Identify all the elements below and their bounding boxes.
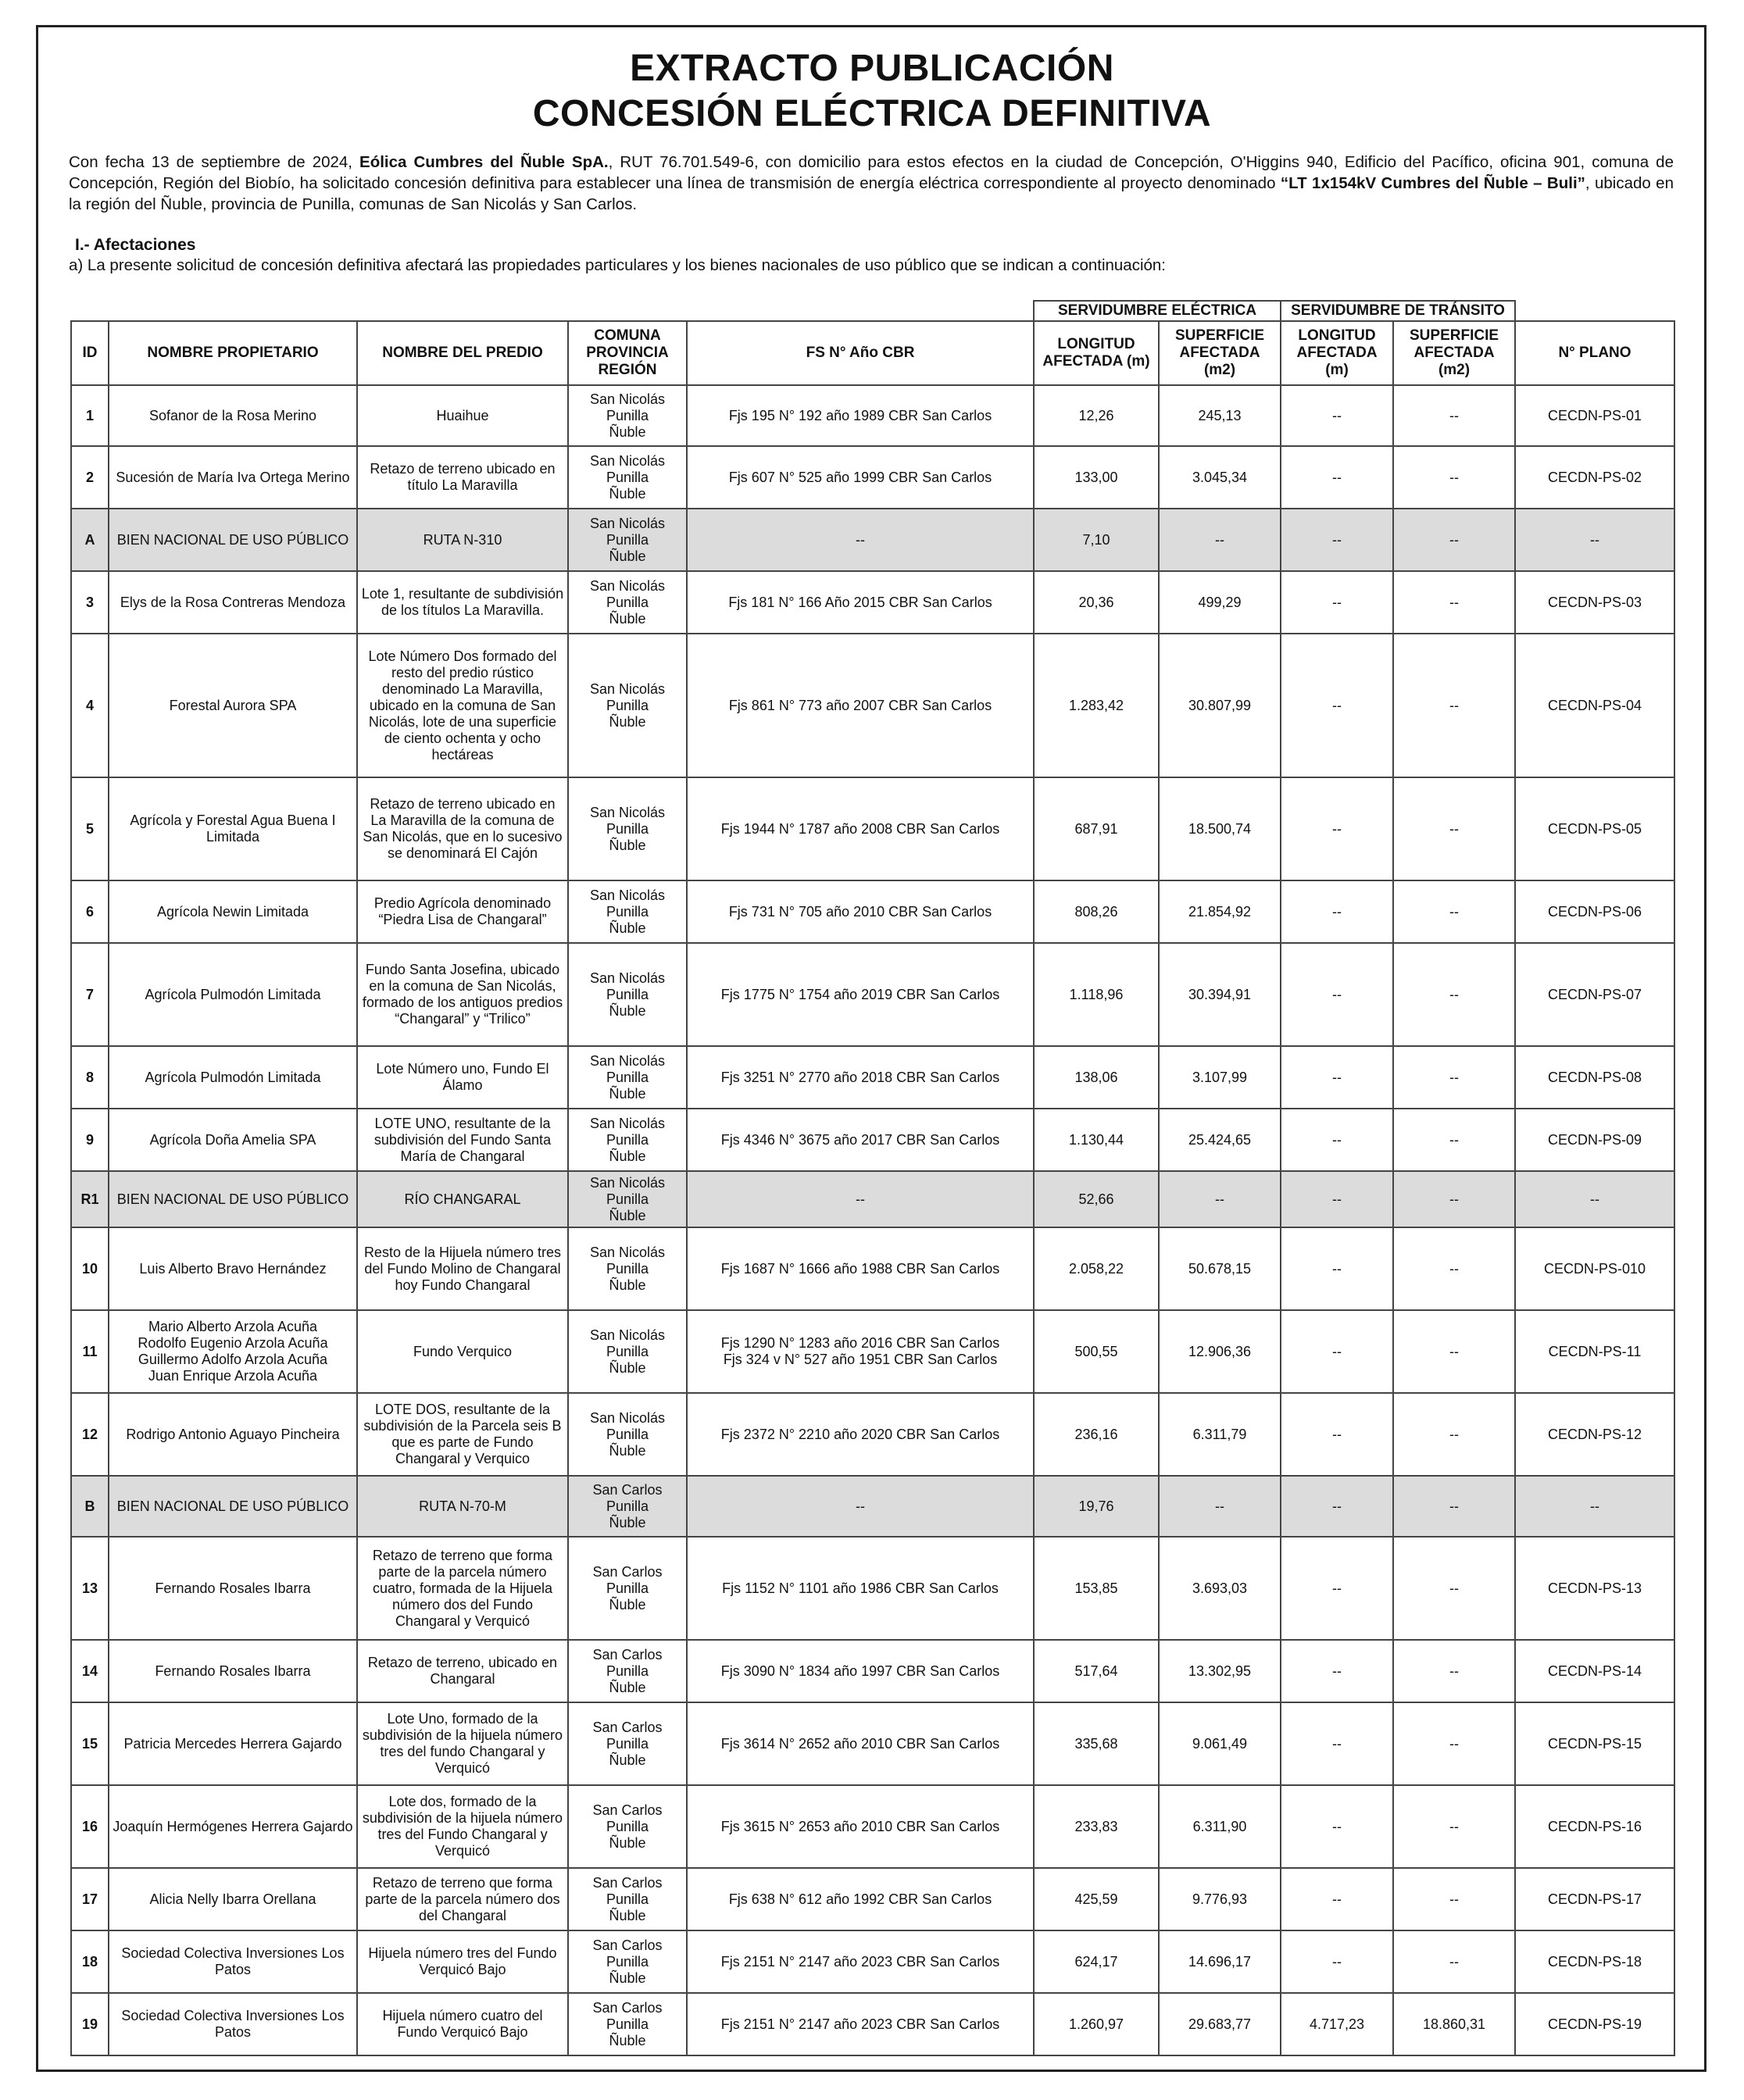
cell-comuna: San Nicolás Punilla Ñuble	[568, 571, 687, 634]
cell-predio: RUTA N-70-M	[357, 1476, 568, 1537]
cell-fs: Fjs 2151 N° 2147 año 2023 CBR San Carlos	[687, 1930, 1034, 1993]
cell-plano: CECDN-PS-14	[1515, 1640, 1674, 1702]
cell-longitud-electrica: 425,59	[1034, 1868, 1159, 1930]
cell-superficie-transito: --	[1393, 1702, 1515, 1785]
cell-owner: Agrícola Doña Amelia SPA	[109, 1109, 357, 1171]
cell-id: 12	[71, 1393, 109, 1476]
cell-owner: Elys de la Rosa Contreras Mendoza	[109, 571, 357, 634]
cell-plano: CECDN-PS-16	[1515, 1785, 1674, 1868]
cell-fs: --	[687, 1171, 1034, 1227]
cell-plano: CECDN-PS-02	[1515, 446, 1674, 509]
header-id: ID	[71, 321, 109, 385]
cell-comuna: San Carlos Punilla Ñuble	[568, 1868, 687, 1930]
cell-longitud-electrica: 1.118,96	[1034, 943, 1159, 1046]
table-row	[71, 509, 1674, 571]
cell-superficie-electrica: 9.776,93	[1159, 1868, 1281, 1930]
cell-fs: Fjs 181 N° 166 Año 2015 CBR San Carlos	[687, 571, 1034, 634]
table-row	[71, 1868, 1674, 1930]
cell-longitud-electrica: 138,06	[1034, 1046, 1159, 1109]
cell-superficie-transito: --	[1393, 509, 1515, 571]
cell-predio: Hijuela número cuatro del Fundo Verquicó Bajo	[357, 1993, 568, 2055]
cell-longitud-transito: --	[1281, 1537, 1393, 1640]
cell-superficie-transito: --	[1393, 1393, 1515, 1476]
cell-owner: Alicia Nelly Ibarra Orellana	[109, 1868, 357, 1930]
cell-superficie-electrica: --	[1159, 1171, 1281, 1227]
cell-fs: Fjs 2151 N° 2147 año 2023 CBR San Carlos	[687, 1993, 1034, 2055]
cell-id: 1	[71, 385, 109, 446]
header-predio: NOMBRE DEL PREDIO	[357, 321, 568, 385]
table-row	[71, 1930, 1674, 1993]
cell-superficie-transito: --	[1393, 1537, 1515, 1640]
header-longitud-electrica: LONGITUD AFECTADA (m)	[1034, 321, 1159, 385]
cell-owner: Rodrigo Antonio Aguayo Pincheira	[109, 1393, 357, 1476]
table-row	[71, 943, 1674, 1046]
cell-comuna: San Carlos Punilla Ñuble	[568, 1993, 687, 2055]
cell-plano: CECDN-PS-03	[1515, 571, 1674, 634]
cell-owner: Forestal Aurora SPA	[109, 634, 357, 777]
cell-superficie-transito: --	[1393, 1310, 1515, 1393]
cell-fs: Fjs 3615 N° 2653 año 2010 CBR San Carlos	[687, 1785, 1034, 1868]
cell-comuna: San Nicolás Punilla Ñuble	[568, 1171, 687, 1227]
cell-predio: RÍO CHANGARAL	[357, 1171, 568, 1227]
cell-longitud-transito: --	[1281, 777, 1393, 880]
cell-superficie-electrica: 12.906,36	[1159, 1310, 1281, 1393]
cell-plano: CECDN-PS-15	[1515, 1702, 1674, 1785]
cell-id: 14	[71, 1640, 109, 1702]
table-row	[71, 1785, 1674, 1868]
cell-superficie-transito: --	[1393, 1640, 1515, 1702]
cell-superficie-electrica: 3.045,34	[1159, 446, 1281, 509]
cell-longitud-transito: --	[1281, 1476, 1393, 1537]
cell-longitud-electrica: 687,91	[1034, 777, 1159, 880]
cell-longitud-electrica: 500,55	[1034, 1310, 1159, 1393]
cell-longitud-transito: --	[1281, 880, 1393, 943]
cell-predio: Resto de la Hijuela número tres del Fundo Molino de Changaral hoy Fundo Changaral	[357, 1227, 568, 1310]
cell-superficie-electrica: 6.311,79	[1159, 1393, 1281, 1476]
cell-fs: Fjs 1152 N° 1101 año 1986 CBR San Carlos	[687, 1537, 1034, 1640]
cell-owner: Sucesión de María Iva Ortega Merino	[109, 446, 357, 509]
cell-id: 10	[71, 1227, 109, 1310]
cell-plano: CECDN-PS-13	[1515, 1537, 1674, 1640]
cell-superficie-transito: --	[1393, 1046, 1515, 1109]
cell-superficie-transito: --	[1393, 777, 1515, 880]
cell-plano: CECDN-PS-19	[1515, 1993, 1674, 2055]
cell-plano: CECDN-PS-06	[1515, 880, 1674, 943]
table-group-header-row	[71, 301, 1674, 321]
cell-comuna: San Carlos Punilla Ñuble	[568, 1702, 687, 1785]
cell-predio: RUTA N-310	[357, 509, 568, 571]
cell-comuna: San Carlos Punilla Ñuble	[568, 1640, 687, 1702]
intro-text-3: , ubicado en la región del Ñuble, provincia de Punilla, comunas de San Nicolás y San Carlos.	[69, 174, 1674, 213]
cell-owner: Sociedad Colectiva Inversiones Los Patos	[109, 1930, 357, 1993]
cell-fs: Fjs 638 N° 612 año 1992 CBR San Carlos	[687, 1868, 1034, 1930]
table-row	[71, 1640, 1674, 1702]
cell-longitud-transito: --	[1281, 1171, 1393, 1227]
group-header-transito: SERVIDUMBRE DE TRÁNSITO	[1281, 301, 1515, 321]
cell-longitud-electrica: 335,68	[1034, 1702, 1159, 1785]
cell-fs: Fjs 861 N° 773 año 2007 CBR San Carlos	[687, 634, 1034, 777]
cell-id: 19	[71, 1993, 109, 2055]
cell-predio: Predio Agrícola denominado “Piedra Lisa de Changaral”	[357, 880, 568, 943]
cell-superficie-electrica: 29.683,77	[1159, 1993, 1281, 2055]
cell-owner: Joaquín Hermógenes Herrera Gajardo	[109, 1785, 357, 1868]
table-row	[71, 1393, 1674, 1476]
cell-longitud-transito: --	[1281, 509, 1393, 571]
cell-id: 11	[71, 1310, 109, 1393]
cell-plano: CECDN-PS-04	[1515, 634, 1674, 777]
cell-owner: BIEN NACIONAL DE USO PÚBLICO	[109, 1476, 357, 1537]
header-superficie-transito: SUPERFICIE AFECTADA (m2)	[1393, 321, 1515, 385]
cell-longitud-transito: --	[1281, 1640, 1393, 1702]
cell-superficie-transito: --	[1393, 943, 1515, 1046]
cell-longitud-electrica: 2.058,22	[1034, 1227, 1159, 1310]
cell-predio: Lote 1, resultante de subdivisión de los títulos La Maravilla.	[357, 571, 568, 634]
cell-fs: Fjs 3090 N° 1834 año 1997 CBR San Carlos	[687, 1640, 1034, 1702]
cell-owner: BIEN NACIONAL DE USO PÚBLICO	[109, 1171, 357, 1227]
cell-fs: Fjs 2372 N° 2210 año 2020 CBR San Carlos	[687, 1393, 1034, 1476]
cell-id: 18	[71, 1930, 109, 1993]
cell-owner: Patricia Mercedes Herrera Gajardo	[109, 1702, 357, 1785]
cell-predio: Lote Número Dos formado del resto del predio rústico denominado La Maravilla, ubicado en la comuna de San Nicolás, lote de una superficie de ciento ochenta y ocho hectáreas	[357, 634, 568, 777]
cell-fs: Fjs 731 N° 705 año 2010 CBR San Carlos	[687, 880, 1034, 943]
cell-predio: LOTE UNO, resultante de la subdivisión del Fundo Santa María de Changaral	[357, 1109, 568, 1171]
cell-id: 2	[71, 446, 109, 509]
cell-longitud-electrica: 20,36	[1034, 571, 1159, 634]
cell-predio: Lote Uno, formado de la subdivisión de la hijuela número tres del fundo Changaral y Verquicó	[357, 1702, 568, 1785]
cell-superficie-electrica: 21.854,92	[1159, 880, 1281, 943]
cell-predio: Lote Número uno, Fundo El Álamo	[357, 1046, 568, 1109]
cell-superficie-transito: --	[1393, 385, 1515, 446]
cell-id: 16	[71, 1785, 109, 1868]
cell-comuna: San Carlos Punilla Ñuble	[568, 1930, 687, 1993]
cell-predio: Retazo de terreno que forma parte de la parcela número dos del Changaral	[357, 1868, 568, 1930]
header-owner: NOMBRE PROPIETARIO	[109, 321, 357, 385]
cell-comuna: San Nicolás Punilla Ñuble	[568, 385, 687, 446]
page-title-line2: CONCESIÓN ELÉCTRICA DEFINITIVA	[532, 93, 1212, 134]
header-plano: N° PLANO	[1515, 321, 1674, 385]
cell-owner: BIEN NACIONAL DE USO PÚBLICO	[109, 509, 357, 571]
cell-predio: Lote dos, formado de la subdivisión de la hijuela número tres del Fundo Changaral y Verquicó	[357, 1785, 568, 1868]
table-row	[71, 880, 1674, 943]
cell-comuna: San Nicolás Punilla Ñuble	[568, 880, 687, 943]
cell-longitud-transito: --	[1281, 1109, 1393, 1171]
cell-longitud-transito: --	[1281, 1785, 1393, 1868]
cell-superficie-transito: --	[1393, 1930, 1515, 1993]
cell-fs: Fjs 195 N° 192 año 1989 CBR San Carlos	[687, 385, 1034, 446]
cell-owner: Agrícola Pulmodón Limitada	[109, 943, 357, 1046]
cell-plano: CECDN-PS-010	[1515, 1227, 1674, 1310]
cell-superficie-transito: --	[1393, 880, 1515, 943]
cell-plano: CECDN-PS-18	[1515, 1930, 1674, 1993]
cell-superficie-electrica: --	[1159, 1476, 1281, 1537]
cell-superficie-electrica: 245,13	[1159, 385, 1281, 446]
header-longitud-transito: LONGITUD AFECTADA (m)	[1281, 321, 1393, 385]
cell-longitud-electrica: 1.130,44	[1034, 1109, 1159, 1171]
section-text: a) La presente solicitud de concesión definitiva afectará las propiedades particulares y los bienes nacionales de uso público que se indican a continuación:	[69, 256, 1166, 274]
cell-id: 13	[71, 1537, 109, 1640]
cell-longitud-transito: --	[1281, 1868, 1393, 1930]
cell-predio: Retazo de terreno, ubicado en Changaral	[357, 1640, 568, 1702]
cell-fs: Fjs 607 N° 525 año 1999 CBR San Carlos	[687, 446, 1034, 509]
cell-predio: Fundo Santa Josefina, ubicado en la comuna de San Nicolás, formado de los antiguos predios “Changaral” y “Trilico”	[357, 943, 568, 1046]
cell-longitud-electrica: 7,10	[1034, 509, 1159, 571]
cell-superficie-electrica: 9.061,49	[1159, 1702, 1281, 1785]
cell-fs: Fjs 3251 N° 2770 año 2018 CBR San Carlos	[687, 1046, 1034, 1109]
cell-fs: Fjs 1775 N° 1754 año 2019 CBR San Carlos	[687, 943, 1034, 1046]
cell-predio: Fundo Verquico	[357, 1310, 568, 1393]
cell-superficie-transito: --	[1393, 1868, 1515, 1930]
cell-fs: Fjs 4346 N° 3675 año 2017 CBR San Carlos	[687, 1109, 1034, 1171]
header-fs: FS N° Año CBR	[687, 321, 1034, 385]
cell-owner: Mario Alberto Arzola Acuña Rodolfo Eugenio Arzola Acuña Guillermo Adolfo Arzola Acuña Juan Enrique Arzola Acuña	[109, 1310, 357, 1393]
cell-longitud-electrica: 236,16	[1034, 1393, 1159, 1476]
cell-predio: LOTE DOS, resultante de la subdivisión de la Parcela seis B que es parte de Fundo Changaral y Verquico	[357, 1393, 568, 1476]
cell-longitud-electrica: 624,17	[1034, 1930, 1159, 1993]
cell-longitud-transito: --	[1281, 571, 1393, 634]
cell-longitud-transito: --	[1281, 1930, 1393, 1993]
table-row	[71, 571, 1674, 634]
cell-owner: Agrícola Newin Limitada	[109, 880, 357, 943]
cell-superficie-transito: --	[1393, 1109, 1515, 1171]
cell-comuna: San Carlos Punilla Ñuble	[568, 1785, 687, 1868]
cell-longitud-transito: --	[1281, 943, 1393, 1046]
cell-comuna: San Carlos Punilla Ñuble	[568, 1537, 687, 1640]
cell-longitud-transito: 4.717,23	[1281, 1993, 1393, 2055]
cell-longitud-electrica: 233,83	[1034, 1785, 1159, 1868]
cell-comuna: San Nicolás Punilla Ñuble	[568, 1310, 687, 1393]
cell-longitud-electrica: 808,26	[1034, 880, 1159, 943]
cell-superficie-transito: --	[1393, 1476, 1515, 1537]
table-row	[71, 1702, 1674, 1785]
cell-superficie-electrica: 6.311,90	[1159, 1785, 1281, 1868]
cell-id: 9	[71, 1109, 109, 1171]
cell-fs: --	[687, 1476, 1034, 1537]
cell-superficie-transito: --	[1393, 571, 1515, 634]
cell-owner: Sociedad Colectiva Inversiones Los Patos	[109, 1993, 357, 2055]
cell-predio: Huaihue	[357, 385, 568, 446]
cell-superficie-electrica: 25.424,65	[1159, 1109, 1281, 1171]
cell-longitud-transito: --	[1281, 385, 1393, 446]
cell-longitud-electrica: 153,85	[1034, 1537, 1159, 1640]
cell-comuna: San Nicolás Punilla Ñuble	[568, 446, 687, 509]
cell-owner: Fernando Rosales Ibarra	[109, 1537, 357, 1640]
intro-paragraph	[69, 152, 1674, 215]
cell-longitud-electrica: 12,26	[1034, 385, 1159, 446]
table-row	[71, 1310, 1674, 1393]
cell-predio: Retazo de terreno ubicado en título La Maravilla	[357, 446, 568, 509]
cell-id: 4	[71, 634, 109, 777]
cell-longitud-electrica: 517,64	[1034, 1640, 1159, 1702]
affectations-table	[70, 300, 1675, 2056]
cell-plano: --	[1515, 509, 1674, 571]
table-row	[71, 1171, 1674, 1227]
cell-plano: CECDN-PS-05	[1515, 777, 1674, 880]
cell-longitud-transito: --	[1281, 1310, 1393, 1393]
section-title: I.- Afectaciones	[75, 236, 196, 254]
table-header-row	[71, 321, 1674, 385]
table-row	[71, 777, 1674, 880]
intro-text-1: Con fecha 13 de septiembre de 2024,	[69, 153, 360, 171]
cell-superficie-electrica: 30.394,91	[1159, 943, 1281, 1046]
cell-comuna: San Nicolás Punilla Ñuble	[568, 1393, 687, 1476]
cell-id: 7	[71, 943, 109, 1046]
cell-superficie-transito: --	[1393, 1227, 1515, 1310]
cell-owner: Agrícola y Forestal Agua Buena I Limitada	[109, 777, 357, 880]
table-row	[71, 385, 1674, 446]
cell-superficie-transito: --	[1393, 1171, 1515, 1227]
table-row	[71, 634, 1674, 777]
cell-plano: CECDN-PS-12	[1515, 1393, 1674, 1476]
cell-comuna: San Nicolás Punilla Ñuble	[568, 1227, 687, 1310]
cell-longitud-electrica: 52,66	[1034, 1171, 1159, 1227]
cell-plano: CECDN-PS-08	[1515, 1046, 1674, 1109]
cell-fs: --	[687, 509, 1034, 571]
cell-superficie-electrica: 14.696,17	[1159, 1930, 1281, 1993]
cell-plano: CECDN-PS-09	[1515, 1109, 1674, 1171]
cell-longitud-transito: --	[1281, 1227, 1393, 1310]
cell-plano: CECDN-PS-01	[1515, 385, 1674, 446]
cell-id: 3	[71, 571, 109, 634]
cell-comuna: San Carlos Punilla Ñuble	[568, 1476, 687, 1537]
cell-superficie-electrica: 18.500,74	[1159, 777, 1281, 880]
cell-superficie-electrica: 3.693,03	[1159, 1537, 1281, 1640]
table-row	[71, 446, 1674, 509]
cell-fs: Fjs 3614 N° 2652 año 2010 CBR San Carlos	[687, 1702, 1034, 1785]
cell-plano: --	[1515, 1476, 1674, 1537]
cell-comuna: San Nicolás Punilla Ñuble	[568, 943, 687, 1046]
cell-plano: CECDN-PS-17	[1515, 1868, 1674, 1930]
cell-longitud-transito: --	[1281, 1702, 1393, 1785]
cell-id: A	[71, 509, 109, 571]
cell-superficie-transito: --	[1393, 634, 1515, 777]
cell-longitud-electrica: 133,00	[1034, 446, 1159, 509]
company-name: Eólica Cumbres del Ñuble SpA.	[359, 153, 609, 171]
cell-id: R1	[71, 1171, 109, 1227]
cell-predio: Retazo de terreno ubicado en La Maravilla de la comuna de San Nicolás, que en lo sucesivo se denominará El Cajón	[357, 777, 568, 880]
cell-longitud-transito: --	[1281, 1393, 1393, 1476]
cell-superficie-electrica: --	[1159, 509, 1281, 571]
cell-superficie-electrica: 13.302,95	[1159, 1640, 1281, 1702]
table-row	[71, 1227, 1674, 1310]
cell-id: 5	[71, 777, 109, 880]
group-header-electrica: SERVIDUMBRE ELÉCTRICA	[1034, 301, 1281, 321]
cell-superficie-transito: 18.860,31	[1393, 1993, 1515, 2055]
cell-comuna: San Nicolás Punilla Ñuble	[568, 777, 687, 880]
cell-predio: Retazo de terreno que forma parte de la parcela número cuatro, formada de la Hijuela número dos del Fundo Changaral y Verquicó	[357, 1537, 568, 1640]
cell-plano: CECDN-PS-11	[1515, 1310, 1674, 1393]
cell-superficie-transito: --	[1393, 446, 1515, 509]
table-row	[71, 1993, 1674, 2055]
cell-longitud-transito: --	[1281, 1046, 1393, 1109]
cell-id: 17	[71, 1868, 109, 1930]
table-body	[71, 385, 1674, 2055]
cell-fs: Fjs 1944 N° 1787 año 2008 CBR San Carlos	[687, 777, 1034, 880]
cell-fs: Fjs 1687 N° 1666 año 1988 CBR San Carlos	[687, 1227, 1034, 1310]
cell-plano: --	[1515, 1171, 1674, 1227]
cell-owner: Luis Alberto Bravo Hernández	[109, 1227, 357, 1310]
cell-id: 6	[71, 880, 109, 943]
table-row	[71, 1476, 1674, 1537]
header-comuna: COMUNA PROVINCIA REGIÓN	[568, 321, 687, 385]
cell-plano: CECDN-PS-07	[1515, 943, 1674, 1046]
header-superficie-electrica: SUPERFICIE AFECTADA (m2)	[1159, 321, 1281, 385]
project-name: “LT 1x154kV Cumbres del Ñuble – Buli”	[1280, 174, 1585, 192]
cell-fs: Fjs 1290 N° 1283 año 2016 CBR San Carlos Fjs 324 v N° 527 año 1951 CBR San Carlos	[687, 1310, 1034, 1393]
table-row	[71, 1537, 1674, 1640]
cell-longitud-transito: --	[1281, 634, 1393, 777]
cell-owner: Fernando Rosales Ibarra	[109, 1640, 357, 1702]
table-row	[71, 1046, 1674, 1109]
cell-owner: Agrícola Pulmodón Limitada	[109, 1046, 357, 1109]
cell-superficie-electrica: 499,29	[1159, 571, 1281, 634]
cell-predio: Hijuela número tres del Fundo Verquicó Bajo	[357, 1930, 568, 1993]
cell-id: 8	[71, 1046, 109, 1109]
page-title-line1: EXTRACTO PUBLICACIÓN	[630, 48, 1114, 89]
cell-superficie-electrica: 3.107,99	[1159, 1046, 1281, 1109]
cell-superficie-electrica: 30.807,99	[1159, 634, 1281, 777]
cell-id: B	[71, 1476, 109, 1537]
cell-comuna: San Nicolás Punilla Ñuble	[568, 1046, 687, 1109]
cell-longitud-electrica: 19,76	[1034, 1476, 1159, 1537]
cell-longitud-transito: --	[1281, 446, 1393, 509]
cell-comuna: San Nicolás Punilla Ñuble	[568, 509, 687, 571]
cell-longitud-electrica: 1.260,97	[1034, 1993, 1159, 2055]
cell-longitud-electrica: 1.283,42	[1034, 634, 1159, 777]
cell-id: 15	[71, 1702, 109, 1785]
cell-owner: Sofanor de la Rosa Merino	[109, 385, 357, 446]
intro-text-2: , RUT 76.701.549-6, con domicilio para estos efectos en la ciudad de Concepción, O'Higgins 940, Edificio del Pacífico, oficina 901, comuna de Concepción, Región del Biobío, ha solicitado concesión definitiva para establecer una línea de transmisión de energía eléctrica correspondiente al proyecto denominado	[69, 153, 1674, 192]
cell-superficie-electrica: 50.678,15	[1159, 1227, 1281, 1310]
cell-superficie-transito: --	[1393, 1785, 1515, 1868]
cell-comuna: San Nicolás Punilla Ñuble	[568, 1109, 687, 1171]
cell-comuna: San Nicolás Punilla Ñuble	[568, 634, 687, 777]
table-row	[71, 1109, 1674, 1171]
